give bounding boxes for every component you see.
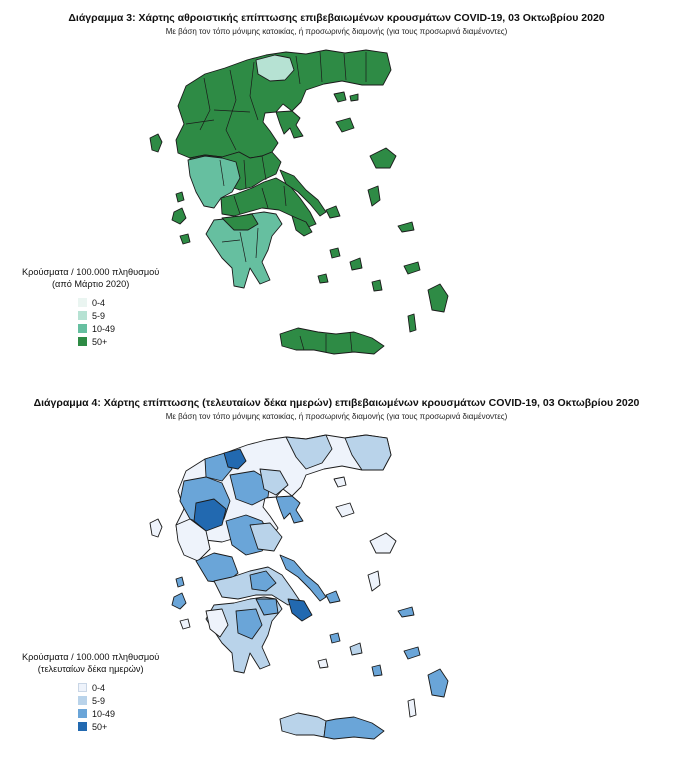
- region-cyclades-4: [372, 280, 382, 291]
- legend-item: [78, 720, 159, 733]
- legend-item: [78, 681, 159, 694]
- region-attica: [288, 599, 312, 621]
- region-skyros: [326, 591, 340, 603]
- region-chalkidiki: [276, 111, 303, 138]
- legend-label: 5-9: [92, 310, 106, 321]
- region-lefkada: [176, 577, 184, 587]
- region-thasos: [334, 92, 346, 102]
- region-kefalonia: [172, 593, 186, 609]
- legend-swatch: [78, 311, 87, 320]
- region-cyclades-2: [350, 643, 362, 655]
- map-title: Διάγραμμα 3: Χάρτης αθροιστικής επίπτωσης επιβεβαιωμένων κρουσμάτων COVID-19, 03 Οκτωβρίου 2020: [68, 12, 605, 24]
- legend-label: 50+: [92, 336, 108, 347]
- legend-swatch: [78, 337, 87, 346]
- map-subtitle: Με βάση τον τόπο μόνιμης κατοικίας, ή προσωρινής διαμονής (για τους προσωρινά διαμένοντες): [165, 412, 508, 421]
- legend-item: [78, 309, 159, 322]
- region-cyclades-3: [318, 659, 328, 668]
- region-zakynthos: [180, 234, 190, 244]
- region-crete-east: [324, 717, 384, 739]
- region-karpathos: [408, 699, 416, 717]
- region-chios: [368, 571, 380, 591]
- legend-label: 0-4: [92, 297, 106, 308]
- legend-subtitle: (τελευταίων δέκα ημερών): [37, 664, 144, 674]
- cumulative-incidence-panel: [0, 0, 673, 385]
- region-skyros: [326, 206, 340, 218]
- ten-day-incidence-panel: [0, 385, 673, 771]
- region-rhodes: [428, 284, 448, 312]
- region-cyclades-1: [330, 248, 340, 258]
- legend-item: [78, 707, 159, 720]
- legend-swatch: [78, 696, 87, 705]
- region-cyclades-1: [330, 633, 340, 643]
- legend-label: 5-9: [92, 695, 106, 706]
- legend-title: Κρούσματα / 100.000 πληθυσμού: [22, 652, 160, 662]
- legend-item: [78, 322, 159, 335]
- region-kos: [404, 262, 420, 274]
- region-corfu: [150, 519, 162, 537]
- legend-swatch: [78, 298, 87, 307]
- legend-item: [78, 335, 159, 348]
- region-karpathos: [408, 314, 416, 332]
- region-kefalonia: [172, 208, 186, 224]
- region-cyclades-4: [372, 665, 382, 676]
- region-samos: [398, 607, 414, 617]
- region-chios: [368, 186, 380, 206]
- region-samos: [398, 222, 414, 232]
- legend-label: 10-49: [92, 708, 116, 719]
- map-legend: [22, 266, 159, 348]
- region-rhodes: [428, 669, 448, 697]
- legend-swatch: [78, 324, 87, 333]
- map-legend: [22, 651, 159, 733]
- legend-item: [78, 694, 159, 707]
- region-thasos: [334, 477, 346, 487]
- map-title: Διάγραμμα 4: Χάρτης επίπτωσης (τελευταίων δέκα ημερών) επιβεβαιωμένων κρουσμάτων COVID-19, 03 Οκτωβρίου 2020: [33, 397, 640, 409]
- region-samothraki: [350, 94, 358, 101]
- legend-title: Κρούσματα / 100.000 πληθυσμού: [22, 267, 160, 277]
- region-lemnos: [336, 503, 354, 517]
- region-lesvos: [370, 148, 396, 168]
- region-cyclades-3: [318, 274, 328, 283]
- region-crete-west: [280, 713, 326, 737]
- region-lesvos: [370, 533, 396, 553]
- legend-label: 50+: [92, 721, 108, 732]
- legend-swatch: [78, 709, 87, 718]
- region-crete: [280, 328, 384, 354]
- region-lemnos: [336, 118, 354, 132]
- region-lefkada: [176, 192, 184, 202]
- region-chalkidiki: [276, 496, 303, 523]
- map-subtitle: Με βάση τον τόπο μόνιμης κατοικίας, ή προσωρινής διαμονής (για τους προσωρινά διαμένοντες): [165, 27, 508, 36]
- legend-label: 10-49: [92, 323, 116, 334]
- legend-item: [78, 296, 159, 309]
- legend-subtitle: (από Μάρτιο 2020): [52, 279, 130, 289]
- legend-swatch: [78, 683, 87, 692]
- region-cyclades-2: [350, 258, 362, 270]
- region-kos: [404, 647, 420, 659]
- legend-swatch: [78, 722, 87, 731]
- legend-label: 0-4: [92, 682, 106, 693]
- region-corfu: [150, 134, 162, 152]
- region-zakynthos: [180, 619, 190, 629]
